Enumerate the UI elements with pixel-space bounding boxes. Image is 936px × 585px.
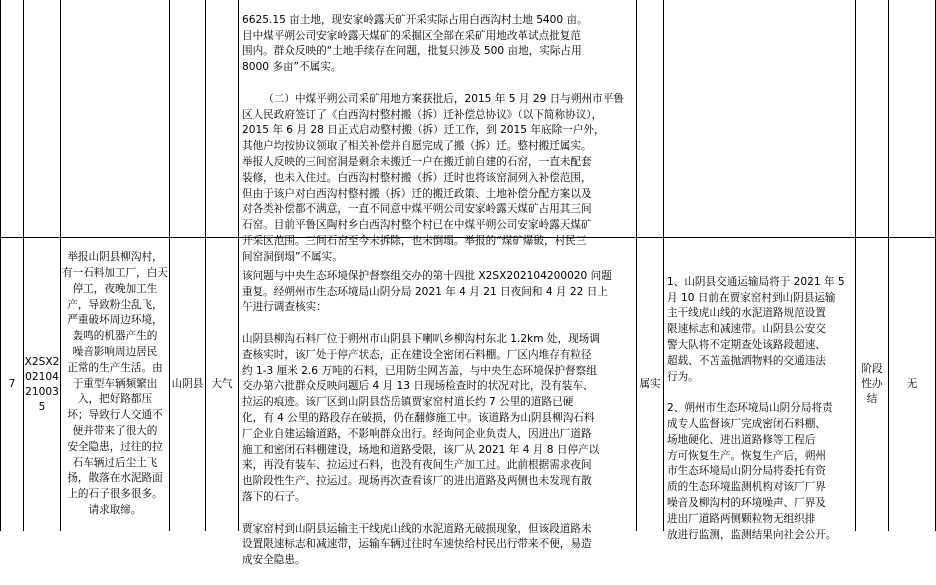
handling-status: 阶段 性办 结: [861, 363, 883, 405]
investigation-paragraph: 该问题与中央生态环境保护督察组交办的第十四批 X2SX202104200020 问题 重复。经朔州市生态环境局山阴分局 2021 年 4 月 21 日夜间和 4 月 22 日上 午进行调查核实：: [242, 269, 612, 314]
investigation-result: [242, 253, 634, 567]
investigation-paragraph: 贾家窑村到山阴县运输主干线虎山线的水泥道路无破损现象，但该段道路未 设置限速标志和减速带，运输车辆过往时车速快给村民出行带来不便，易造 成安全隐患。: [242, 522, 592, 567]
complaint-content: 举报山阴县柳沟村， 有一石料加工厂，白天 停工，夜晚加工生 产，导致粉尘乱飞， 严重破坏周边环境， 轰鸣的机器产生的 噪音影响周边居民 正常的生产生活。由 于重型车辆频繁出 入，把好路都压 坏；导致行人交通不 便并带来了很大的 安全隐患，过往的拉 石车辆过后尘土飞 扬，散落在水泥路面 上的石子很多很多。 请求取缔。: [62, 251, 168, 516]
measure-paragraph: 1、山阴县交通运输局将于 2021 年 5 月 10 日前在贾家窑村到山阴县运输 主干线虎山线的水泥道路规范设置 限速标志和减速带。山阴县公安交 警大队将不定期查处该路段超速、 超载、不苫盖抛洒物料的交通违法 行为。: [667, 275, 845, 383]
measure-paragraph: 2、朔州市生态环境局山阴分局将责 成专人监督该厂完成密闭石料棚、 场地硬化、进出道路修等工程后 方可恢复生产。恢复生产后，朔州 市生态环境局山阴分局将委托有资 质的生态环境监测机构对该厂厂界 噪音及柳沟村的环境噪声、厂界及 进出厂道路两侧颗粒物无组织排 放进行监测，监测结果向社会公开。: [667, 402, 837, 541]
grid-line: [663, 0, 664, 531]
county-name: 山阴县: [171, 378, 204, 390]
accountability: 无: [906, 378, 918, 390]
previous-row-investigation: [242, 0, 634, 263]
case-id: X2SX2 02104 21003 5: [24, 355, 60, 413]
investigation-paragraph: （二）中煤平朔公司采矿用地方案获批后，2015 年 5 月 29 日与朔州市平鲁 区人民政府签订了《白西沟村整村搬（拆）迁补偿总协议》（以下简称协议）， 2015 年 6 月 28 日正式启动整村搬（拆）迁工作，到 2015 年底除一户外， 其他户均按协议领取了相关补偿并自愿完成了搬（拆）迁。整村搬迁属实。 举报人反映的三间窑洞是剩余未搬迁一户在搬迁前自建的石窑，一直未配套 装修，也未入住过。白西沟村整村搬（拆）迁时也将该窑洞列入补偿范围， 但由于该户对白西沟村整村搬（拆）迁的搬迁政策、土地补偿分配方案以及 对各类补偿都不满意，一直不同意中煤平朔公司安家岭露天煤矿占用其三间 石窑。目前平鲁区陶村乡白西沟村整个村已在中煤平朔公司安家岭露天煤矿 开采区范围。三间石窑至今未拆除，也未倒塌。举报的“煤矿爆破，村民三 间窑洞倒塌”不属实。: [242, 92, 624, 263]
investigation-paragraph: 6625.15 亩土地，现安家岭露天矿开采实际占用白西沟村土地 5400 亩。 目中煤平朔公司安家岭露天煤矿的采掘区全部在采矿用地改革试点批复范 围内。群众反映的“土地手续存在问题，批复只涉及 500 亩地，实际占用 8000 多亩”不属实。: [242, 13, 588, 74]
verdict: 属实: [639, 378, 661, 390]
investigation-paragraph: 山阴县柳沟石料厂位于朔州市山阴县下喇叭乡柳沟村东北 1.2km 处，现场调 查核实时，该厂处于停产状态，正在建设全密闭石料棚。厂区内堆存有粒径 约 1-3 厘米 2.6 万吨的石料，已用防尘网苫盖，与中央生态环境保护督察组 交办第六批群众反映问题后 4 月 13 日现场检查时的状况对比，没有装车、 拉运的痕迹。该厂区到山阴县岱岳镇贾家窑村道长约 7 公里的道路已硬 化，有 4 公里的路段存在破损，仍在翻修施工中。该道路为山阴县柳沟石料 厂企业自建运输道路，不影响群众出行。经询问企业负责人，因进出厂道路 施工和密闭石料棚建设，场地和道路受限，该厂从 2021 年 4 月 8 日停产以 来，再没有装车、拉运过石料，也没有夜间生产加工过。此前根据需求夜间 也阶段性生产、拉运过。现场再次查看该厂的进出道路及两侧也未发现有散 落下的石子。: [242, 332, 600, 503]
rectification-measures: [667, 259, 854, 541]
grid-line: [238, 0, 239, 531]
seq-number: 7: [8, 378, 16, 390]
pollution-category: 大气: [211, 378, 233, 390]
